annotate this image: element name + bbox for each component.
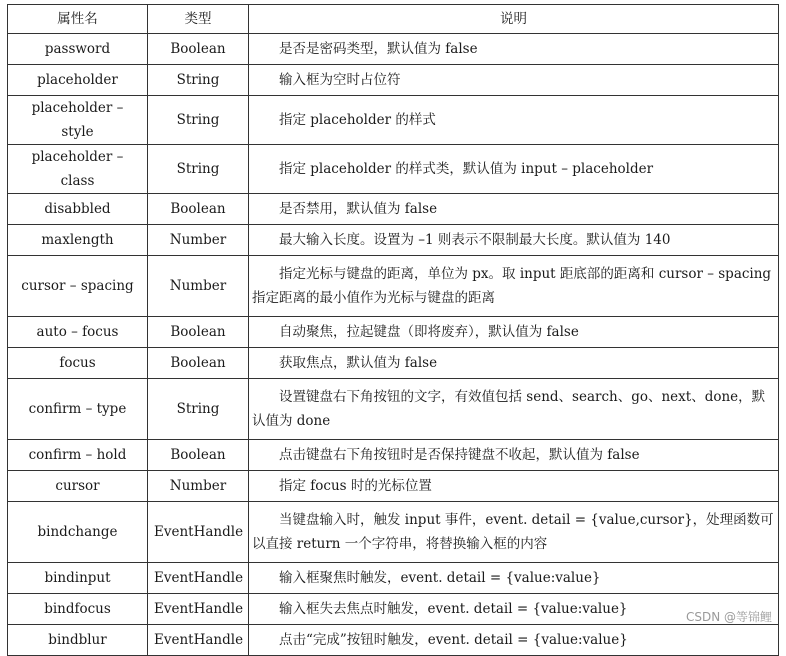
attribute-name-cell: auto – focus xyxy=(8,317,148,348)
attribute-type-cell: String xyxy=(148,145,249,194)
attribute-name-cell: placeholder – style xyxy=(8,96,148,145)
attribute-description-cell: 输入框失去焦点时触发，event. detail = {value:value} xyxy=(249,594,779,625)
attribute-type-cell: Boolean xyxy=(148,348,249,379)
attribute-description-cell: 自动聚焦，拉起键盘（即将废弃），默认值为 false xyxy=(249,317,779,348)
table-row xyxy=(8,194,779,225)
attribute-description-cell: 当键盘输入时，触发 input 事件，event. detail = {value,cursor}，处理函数可以直接 return 一个字符串，将替换输入框的内容 xyxy=(249,502,779,563)
attribute-name-cell: disabbled xyxy=(8,194,148,225)
attribute-description-cell: 指定 placeholder 的样式类，默认值为 input – placeholder xyxy=(249,145,779,194)
attribute-description-cell: 点击“完成”按钮时触发，event. detail = {value:value} xyxy=(249,625,779,656)
attribute-type-cell: EventHandle xyxy=(148,594,249,625)
attribute-type-cell: EventHandle xyxy=(148,625,249,656)
table-row xyxy=(8,471,779,502)
attribute-description-cell: 设置键盘右下角按钮的文字，有效值包括 send、search、go、next、done，默认值为 done xyxy=(249,379,779,440)
table-row xyxy=(8,96,779,145)
attribute-type-cell: Boolean xyxy=(148,440,249,471)
attribute-name-cell: focus xyxy=(8,348,148,379)
attribute-name-cell: bindinput xyxy=(8,563,148,594)
header-description: 说明 xyxy=(249,5,779,34)
table-row xyxy=(8,65,779,96)
csdn-watermark: CSDN @等锦鲤 xyxy=(685,610,772,624)
attribute-type-cell: Number xyxy=(148,471,249,502)
attribute-description-cell: 是否禁用，默认值为 false xyxy=(249,194,779,225)
attribute-description-cell: 指定 focus 时的光标位置 xyxy=(249,471,779,502)
table-row xyxy=(8,317,779,348)
attribute-name-cell: confirm – hold xyxy=(8,440,148,471)
attribute-type-cell: String xyxy=(148,96,249,145)
attribute-type-cell: Boolean xyxy=(148,194,249,225)
attribute-description-cell: 获取焦点，默认值为 false xyxy=(249,348,779,379)
table-row xyxy=(8,563,779,594)
table-row xyxy=(8,256,779,317)
attribute-name-cell: cursor xyxy=(8,471,148,502)
table-row xyxy=(8,502,779,563)
attribute-description-cell: 输入框聚焦时触发，event. detail = {value:value} xyxy=(249,563,779,594)
attribute-name-cell: confirm – type xyxy=(8,379,148,440)
attribute-description-cell: 指定光标与键盘的距离，单位为 px。取 input 距底部的距离和 cursor – spacing 指定距离的最小值作为光标与键盘的距离 xyxy=(249,256,779,317)
attribute-type-cell: Number xyxy=(148,225,249,256)
attribute-description-cell: 最大输入长度。设置为 –1 则表示不限制最大长度。默认值为 140 xyxy=(249,225,779,256)
attribute-type-cell: EventHandle xyxy=(148,563,249,594)
attribute-type-cell: String xyxy=(148,379,249,440)
attribute-type-cell: String xyxy=(148,65,249,96)
table-row xyxy=(8,625,779,656)
attribute-name-cell: password xyxy=(8,34,148,65)
attribute-description-cell: 指定 placeholder 的样式 xyxy=(249,96,779,145)
table-row xyxy=(8,440,779,471)
attribute-name-cell: cursor – spacing xyxy=(8,256,148,317)
table-row xyxy=(8,379,779,440)
attribute-description-cell: 是否是密码类型，默认值为 false xyxy=(249,34,779,65)
table-row xyxy=(8,225,779,256)
attribute-description-cell: 输入框为空时占位符 xyxy=(249,65,779,96)
attribute-name-cell: maxlength xyxy=(8,225,148,256)
attribute-name-cell: bindblur xyxy=(8,625,148,656)
attribute-name-cell: bindfocus xyxy=(8,594,148,625)
header-type: 类型 xyxy=(148,5,249,34)
table-row xyxy=(8,34,779,65)
header-attribute-name: 属性名 xyxy=(8,5,148,34)
attribute-name-cell: placeholder – class xyxy=(8,145,148,194)
attribute-description-cell: 点击键盘右下角按钮时是否保持键盘不收起，默认值为 false xyxy=(249,440,779,471)
table-row xyxy=(8,348,779,379)
attribute-name-cell: placeholder xyxy=(8,65,148,96)
table-header-row xyxy=(8,5,779,34)
table-row xyxy=(8,145,779,194)
attribute-table xyxy=(7,4,779,656)
table-row xyxy=(8,594,779,625)
attribute-name-cell: bindchange xyxy=(8,502,148,563)
attribute-type-cell: Boolean xyxy=(148,34,249,65)
attribute-type-cell: EventHandle xyxy=(148,502,249,563)
attribute-type-cell: Boolean xyxy=(148,317,249,348)
attribute-type-cell: Number xyxy=(148,256,249,317)
